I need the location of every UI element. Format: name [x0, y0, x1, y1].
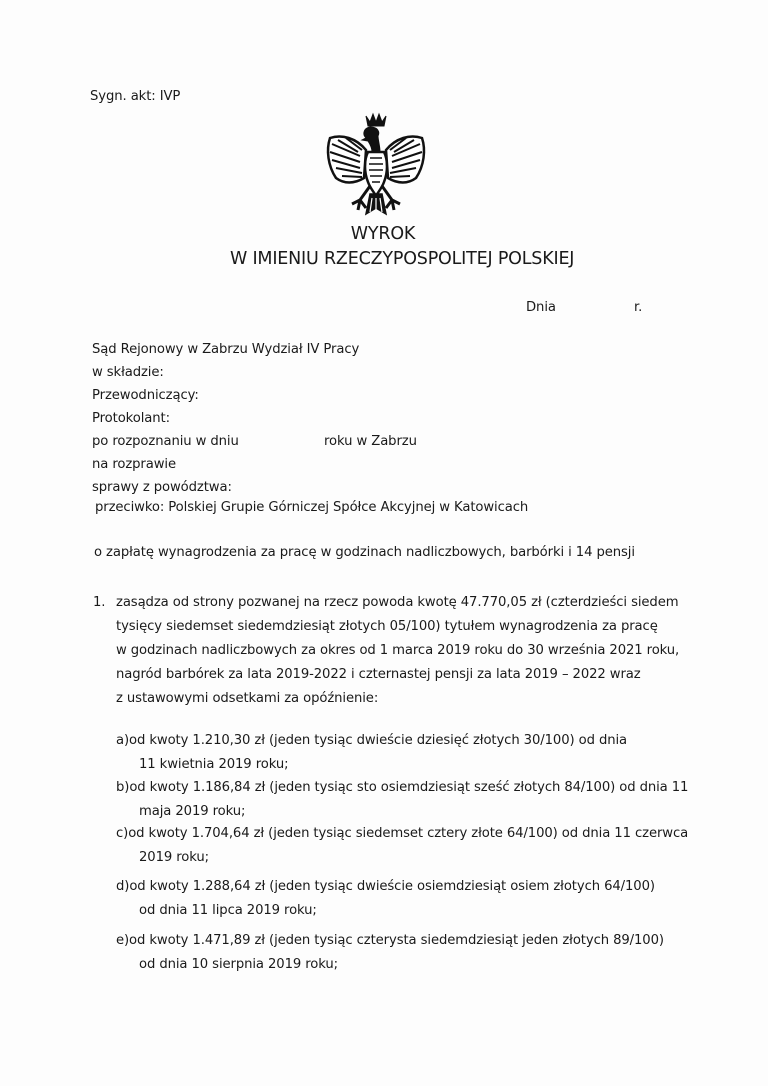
- judgment-title: WYROK: [350, 224, 416, 244]
- interest-item-line2: 11 kwietnia 2019 roku;: [139, 757, 289, 772]
- interest-item-line1: e)od kwoty 1.471,89 zł (jeden tysiąc czterysta siedemdziesiąt jeden złotych 89/100): [116, 933, 664, 948]
- date-suffix: r.: [634, 300, 643, 315]
- subject-line: o zapłatę wynagrodzenia za pracę w godzinach nadliczbowych, barbórki i 14 pensji: [94, 545, 635, 560]
- interest-item-line2: 2019 roku;: [139, 850, 209, 865]
- ruling-line: w godzinach nadliczbowych za okres od 1 marca 2019 roku do 30 września 2021 roku,: [116, 643, 680, 658]
- ruling-number: 1.: [93, 595, 106, 610]
- session-label: na rozprawie: [92, 457, 176, 472]
- chair-label: Przewodniczący:: [92, 388, 199, 403]
- judgment-subtitle: W IMIENIU RZECZYPOSPOLITEJ POLSKIEJ: [230, 249, 575, 269]
- interest-item-line1: c)od kwoty 1.704,64 zł (jeden tysiąc siedemset cztery złote 64/100) od dnia 11 czerwca: [116, 826, 689, 841]
- interest-item-line2: od dnia 11 lipca 2019 roku;: [139, 903, 317, 918]
- hearing-place: roku w Zabrzu: [324, 434, 417, 449]
- defendant-line: przeciwko: Polskiej Grupie Górniczej Spółce Akcyjnej w Katowicach: [95, 500, 529, 515]
- ruling-line: nagród barbórek za lata 2019-2022 i czternastej pensji za lata 2019 – 2022 wraz: [116, 667, 641, 682]
- hearing-label: po rozpoznaniu w dniu: [92, 434, 239, 449]
- interest-item-line2: od dnia 10 sierpnia 2019 roku;: [139, 957, 338, 972]
- interest-item-line1: a)od kwoty 1.210,30 zł (jeden tysiąc dwieście dziesięć złotych 30/100) od dnia: [116, 733, 628, 748]
- case-label: sprawy z powództwa:: [92, 480, 232, 495]
- interest-item-line1: b)od kwoty 1.186,84 zł (jeden tysiąc sto osiemdziesiąt sześć złotych 84/100) od dnia 11: [116, 780, 689, 795]
- ruling-line: z ustawowymi odsetkami za opóźnienie:: [116, 691, 379, 706]
- date-prefix: Dnia: [526, 300, 556, 315]
- ruling-line: tysięcy siedemset siedemdziesiąt złotych 05/100) tytułem wynagrodzenia za pracę: [116, 619, 658, 634]
- ruling-line: zasądza od strony pozwanej na rzecz powoda kwotę 47.770,05 zł (czterdzieści siedem: [116, 595, 679, 610]
- case-signature: Sygn. akt: IVP: [90, 89, 181, 104]
- court-name: Sąd Rejonowy w Zabrzu Wydział IV Pracy: [92, 342, 360, 357]
- interest-item-line2: maja 2019 roku;: [139, 804, 246, 819]
- interest-item-line1: d)od kwoty 1.288,64 zł (jeden tysiąc dwieście osiemdziesiąt osiem złotych 64/100): [116, 879, 655, 894]
- polish-eagle-emblem-icon: [320, 110, 432, 222]
- clerk-label: Protokolant:: [92, 411, 170, 426]
- composition-label: w składzie:: [92, 365, 164, 380]
